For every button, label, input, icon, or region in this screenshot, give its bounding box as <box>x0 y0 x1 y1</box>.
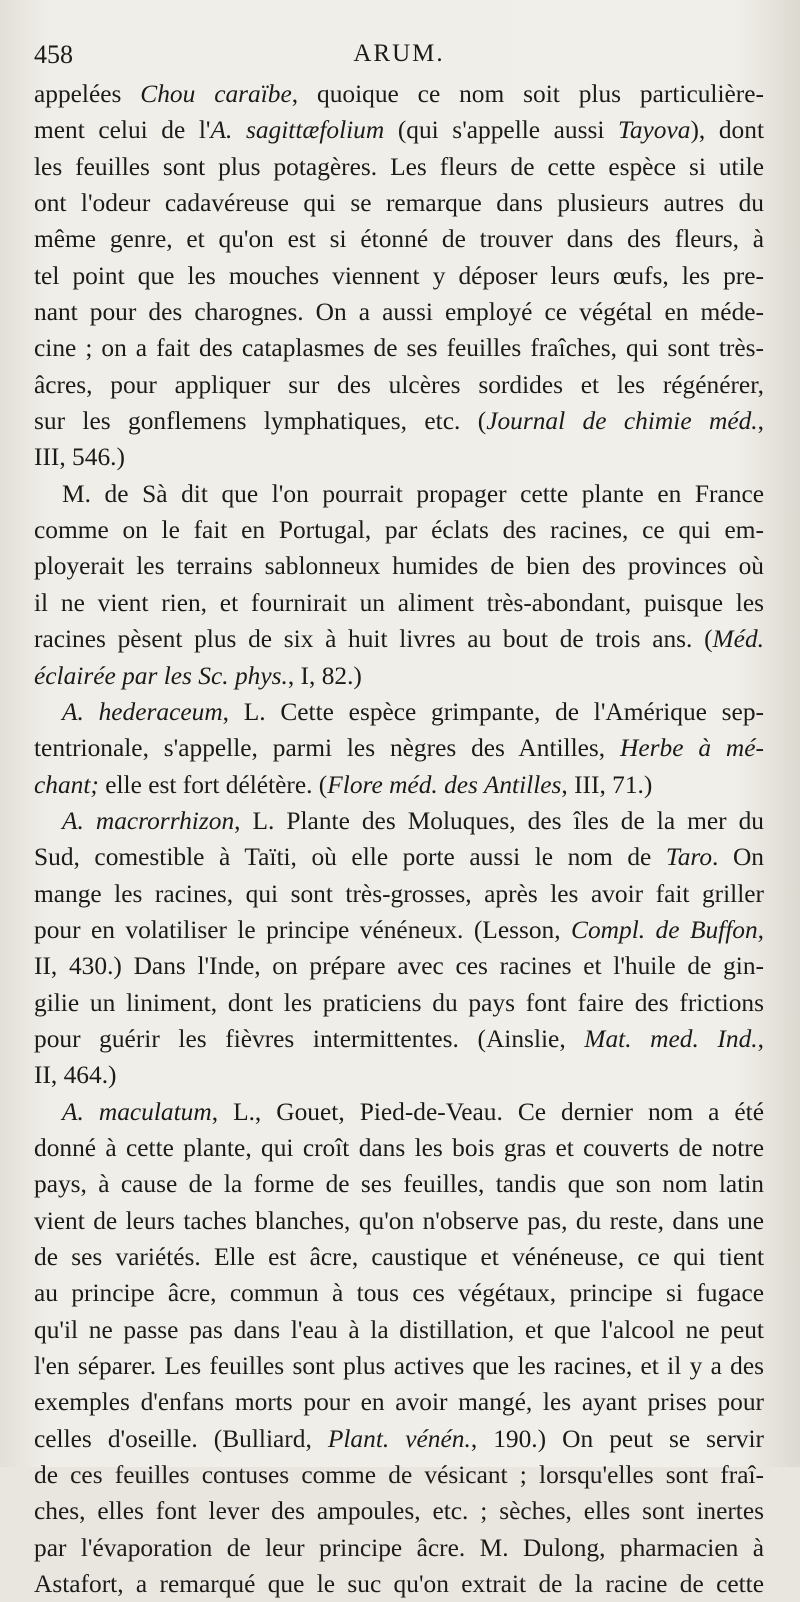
text-line <box>34 1421 764 1457</box>
text-line <box>34 1384 764 1420</box>
text-run: tentrionale, s'appelle, parmi les nègres des Antilles, <box>34 734 621 763</box>
italic-text: Journal de chimie méd. <box>486 407 758 436</box>
text-run: par l'évaporation de leur principe âcre. M. Dulong, pharmacien à <box>34 1533 764 1562</box>
text-run: l'en séparer. Les feuilles sont plus actives que les racines, et il y a des <box>34 1352 764 1381</box>
italic-text: éclairée par les Sc. phys. <box>34 661 288 690</box>
italic-text: A. maculatum <box>62 1097 212 1126</box>
text-run: II, 430.) Dans l'Inde, on prépare avec ces racines et l'huile de gin- <box>34 952 764 981</box>
text-line <box>34 439 764 475</box>
text-line <box>34 367 764 403</box>
text-line <box>34 1166 764 1202</box>
running-title: ARUM. <box>353 40 445 67</box>
italic-text: Plant. vénén. <box>327 1424 471 1453</box>
italic-text: A. hederaceum <box>62 697 223 726</box>
text-run: Astafort, a remarqué que le suc qu'on extrait de la racine de cette <box>34 1570 764 1599</box>
text-line <box>34 839 764 875</box>
text-run: , L. Cette espèce grimpante, de l'Amérique sep- <box>222 697 764 726</box>
text-line <box>34 912 764 948</box>
text-line <box>34 221 764 257</box>
text-run: III, 546.) <box>34 443 125 472</box>
text-line <box>34 76 764 112</box>
text-run: elle est fort délétère. ( <box>98 770 328 799</box>
text-run: pays, à cause de la forme de ses feuilles, tandis que son nom latin <box>34 1170 764 1199</box>
text-line <box>34 548 764 584</box>
text-line <box>34 1094 764 1130</box>
italic-text: Herbe à mé- <box>620 734 764 763</box>
text-run: de ces feuilles contuses comme de vésicant ; lorsqu'elles sont fraî- <box>34 1461 764 1490</box>
text-run: ment celui de l' <box>34 116 211 145</box>
italic-text: A. macrorrhizon <box>62 806 235 835</box>
text-line <box>34 149 764 185</box>
italic-text: Mat. med. Ind. <box>584 1024 758 1053</box>
text-line <box>34 476 764 512</box>
text-run: Sud, comestible à Taïti, où elle porte aussi le nom de <box>34 843 666 872</box>
text-line <box>34 185 764 221</box>
paragraph <box>34 1094 764 1602</box>
text-line <box>34 876 764 912</box>
text-run: ployerait les terrains sablonneux humides de bien des provinces où <box>34 552 764 581</box>
text-run: ches, elles font lever des ampoules, etc. ; sèches, elles sont inertes <box>34 1497 764 1526</box>
text-run: cine ; on a fait des cataplasmes de ses feuilles fraîches, qui sont très- <box>34 334 764 363</box>
text-run: II, 464.) <box>34 1061 117 1090</box>
text-line <box>34 1312 764 1348</box>
text-line <box>34 730 764 766</box>
text-run: exemples d'enfans morts pour en avoir mangé, les ayant prises pour <box>34 1388 764 1417</box>
italic-text: Compl. de Buffon, <box>571 915 764 944</box>
text-run: celles d'oseille. (Bulliard, <box>34 1424 328 1453</box>
text-line <box>34 1203 764 1239</box>
text-run: mange les racines, qui sont très-grosses, après les avoir fait griller <box>34 879 764 908</box>
paragraph <box>34 803 764 1094</box>
italic-text: Taro <box>665 843 713 872</box>
text-run: donné à cette plante, qui croît dans les bois gras et couverts de notre <box>34 1133 764 1162</box>
text-line <box>34 803 764 839</box>
italic-text: A. sagittæfolium <box>210 116 385 145</box>
text-run: , 190.) On peut se servir <box>470 1424 764 1453</box>
text-line <box>34 403 764 439</box>
text-run: sur les gonflemens lymphatiques, etc. ( <box>34 407 487 436</box>
text-line <box>34 112 764 148</box>
text-run: , quoique ce nom soit plus particulière- <box>291 80 764 108</box>
italic-text: chant; <box>34 770 99 799</box>
text-run: appelées <box>34 80 141 108</box>
paragraph <box>34 694 764 803</box>
text-line <box>34 1348 764 1384</box>
text-line <box>34 258 764 294</box>
text-line <box>34 1057 764 1093</box>
text-run: racines pèsent plus de six à huit livres au bout de trois ans. ( <box>34 625 713 654</box>
text-line <box>34 1021 764 1057</box>
text-line <box>34 658 764 694</box>
text-run: tel point que les mouches viennent y déposer leurs œufs, les pre- <box>34 261 764 290</box>
italic-text: Flore méd. des Antilles <box>327 770 562 799</box>
text-run: pour guérir les fièvres intermittentes. (Ainslie, <box>34 1024 585 1053</box>
text-line <box>34 1239 764 1275</box>
text-run: . On <box>712 843 764 872</box>
text-line <box>34 1566 764 1602</box>
text-run: , I, 82.) <box>287 661 362 690</box>
italic-text: Méd. <box>712 625 764 654</box>
text-run: , L. Plante des Moluques, des îles de la mer du <box>234 806 764 835</box>
text-line <box>34 1530 764 1566</box>
text-run: de ses variétés. Elle est âcre, caustique et vénéneuse, ce qui tient <box>34 1243 764 1271</box>
text-run: (qui s'appelle aussi <box>384 116 619 145</box>
text-line <box>34 694 764 730</box>
italic-text: Tayova <box>618 116 691 145</box>
text-run: M. de Sà dit que l'on pourrait propager cette plante en France <box>62 479 764 508</box>
text-run: les feuilles sont plus potagères. Les fleurs de cette espèce si utile <box>34 152 764 181</box>
text-line <box>34 585 764 621</box>
text-line <box>34 1457 764 1493</box>
body-text <box>34 76 764 1602</box>
paragraph <box>34 76 764 476</box>
text-run: vient de leurs taches blanches, qu'on n'observe pas, du reste, dans une <box>34 1206 764 1235</box>
text-run: ), dont <box>690 116 765 145</box>
text-line <box>34 985 764 1021</box>
text-line <box>34 512 764 548</box>
text-run: , <box>757 1024 764 1053</box>
text-run: pour en volatiliser le principe vénéneux. (Lesson, <box>34 915 572 944</box>
page-header <box>34 36 764 76</box>
text-run: âcres, pour appliquer sur des ulcères sordides et les régénérer, <box>34 370 764 399</box>
text-run: , III, 71.) <box>561 770 653 799</box>
text-line <box>34 948 764 984</box>
text-line <box>34 621 764 657</box>
text-run: qu'il ne passe pas dans l'eau à la distillation, et que l'alcool ne peut <box>34 1315 764 1344</box>
text-run: gilie un liniment, dont les praticiens du pays font faire des frictions <box>34 988 764 1017</box>
text-run: même genre, et qu'on est si étonné de trouver dans des fleurs, à <box>34 225 764 254</box>
text-run: , L., Gouet, Pied-de-Veau. Ce dernier nom a été <box>211 1097 764 1126</box>
paragraph <box>34 476 764 694</box>
text-line <box>34 1275 764 1311</box>
text-line <box>34 330 764 366</box>
text-line <box>34 767 764 803</box>
text-line <box>34 1130 764 1166</box>
text-run: ont l'odeur cadavéreuse qui se remarque dans plusieurs autres du <box>34 189 764 218</box>
italic-text: Chou caraïbe <box>140 80 292 108</box>
text-run: comme on le fait en Portugal, par éclats des racines, ce qui em- <box>34 516 764 545</box>
text-run: , <box>757 407 764 436</box>
page-number: 458 <box>34 40 73 69</box>
text-line <box>34 1493 764 1529</box>
text-run: au principe âcre, commun à tous ces végétaux, principe si fugace <box>34 1279 764 1308</box>
text-run: nant pour des charognes. On a aussi employé ce végétal en méde- <box>34 298 764 327</box>
text-run: il ne vient rien, et fournirait un aliment très-abondant, puisque les <box>34 588 764 617</box>
text-line <box>34 294 764 330</box>
